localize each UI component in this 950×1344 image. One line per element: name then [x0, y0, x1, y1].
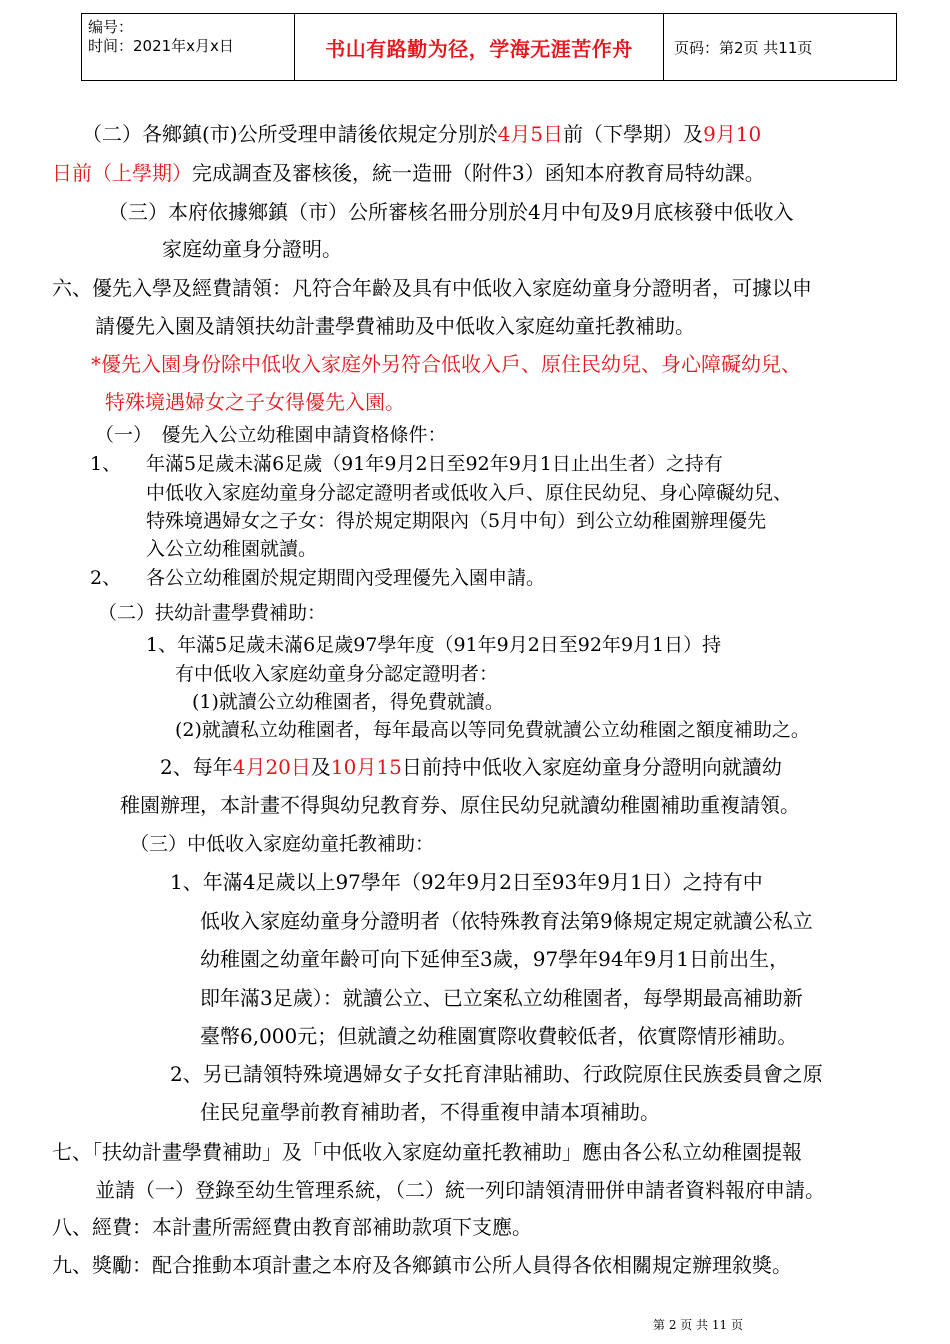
paragraph-line: （三）本府依據鄉鎮（市）公所審核名冊分別於4月中旬及9月底核發中低收入: [108, 200, 794, 224]
subsection-heading: （三）中低收入家庭幼童托教補助：: [130, 833, 435, 855]
paragraph-line: 各公立幼稚園於規定期間內受理優先入園申請。: [146, 567, 546, 589]
text-run: 及: [310, 755, 331, 779]
highlight-date: 4月5日: [497, 122, 564, 146]
list-number: 2、: [90, 567, 122, 589]
header-meta: [82, 14, 295, 80]
paragraph-line: 即年滿3足歲）：就讀公立、已立案私立幼稚園者，每學期最高補助新: [200, 986, 803, 1010]
text-run: 日前持中低收入家庭幼童身分證明向就讀幼: [401, 755, 782, 779]
text-run: 2、每年: [160, 755, 233, 779]
paragraph-line: 入公立幼稚園就讀。: [146, 538, 318, 560]
highlight-date: 9月10: [703, 122, 762, 146]
paragraph-line: [52, 161, 765, 185]
paragraph-line: 2、另已請領特殊境遇婦女子女托育津貼補助、行政院原住民族委員會之原: [170, 1062, 823, 1086]
paragraph-line: 幼稚園之幼童年齡可向下延伸至3歲，97學年94年9月1日前出生，: [200, 947, 790, 971]
paragraph-line: (1)就讀公立幼稚園者，得免費就讀。: [192, 691, 504, 713]
paragraph-line: [160, 755, 782, 779]
paragraph-line: 稚園辦理，本計畫不得與幼兒教育券、原住民幼兒就讀幼稚園補助重複請領。: [120, 793, 800, 817]
page-footer: 第 2 页 共 11 页: [653, 1318, 743, 1332]
highlight-date: 10月15: [330, 755, 402, 779]
list-number: 1、: [90, 453, 122, 475]
header-time: 时间：2021年x月x日: [88, 37, 234, 55]
section-heading: 八、經費：本計畫所需經費由教育部補助款項下支應。: [52, 1215, 532, 1239]
section-heading: 九、獎勵：配合推動本項計畫之本府及各鄉鎮市公所人員得各依相關規定辦理敘獎。: [52, 1253, 792, 1277]
paragraph-line: 並請（一）登錄至幼生管理系統，（二）統一列印請領清冊併申請者資料報府申請。: [95, 1178, 825, 1202]
paragraph-line: 年滿5足歲未滿6足歲（91年9月2日至92年9月1日止出生者）之持有: [146, 453, 723, 475]
text-run: 完成調查及審核後，統一造冊（附件3）函知本府教育局特幼課。: [192, 161, 765, 185]
highlight-note: *優先入園身份除中低收入家庭外另符合低收入戶、原住民幼兒、身心障礙幼兒、: [91, 352, 801, 376]
paragraph-line: 臺幣6,000元；但就讀之幼稚園實際收費較低者，依實際情形補助。: [200, 1024, 798, 1048]
text-run: 前（下學期）及: [563, 122, 704, 146]
section-heading: 六、優先入學及經費請領：凡符合年齡及具有中低收入家庭幼童身分證明者，可據以申: [52, 276, 812, 300]
paragraph-line: 1、年滿4足歲以上97學年（92年9月2日至93年9月1日）之持有中: [170, 870, 763, 894]
paragraph-line: 低收入家庭幼童身分證明者（依特殊教育法第9條規定規定就讀公私立: [200, 909, 813, 933]
header-page-number: 页码：第2页 共11页: [674, 38, 813, 57]
paragraph-line: [82, 122, 761, 146]
highlight-date: 4月20日: [232, 755, 311, 779]
paragraph-line: 請優先入園及請領扶幼計畫學費補助及中低收入家庭幼童托教補助。: [95, 314, 695, 338]
highlight-date: 日前（上學期）: [52, 161, 192, 185]
paragraph-line: 住民兒童學前教育補助者，不得重複申請本項補助。: [200, 1100, 660, 1124]
section-heading: 七、「扶幼計畫學費補助」及「中低收入家庭幼童托教補助」應由各公私立幼稚園提報: [52, 1140, 802, 1164]
page-header: [81, 13, 897, 81]
paragraph-line: 特殊境遇婦女之子女：得於規定期限內（5月中旬）到公立幼稚園辦理優先: [146, 510, 767, 532]
paragraph-line: 家庭幼童身分證明。: [162, 237, 342, 261]
paragraph-line: 中低收入家庭幼童身分認定證明者或低收入戶、原住民幼兒、身心障礙幼兒、: [146, 482, 793, 504]
header-motto: 书山有路勤为径，学海无涯苦作舟: [295, 14, 664, 80]
paragraph-line: 1、年滿5足歲未滿6足歲97學年度（91年9月2日至92年9月1日）持: [146, 634, 722, 656]
highlight-note: 特殊境遇婦女之子女得優先入園。: [105, 390, 405, 414]
paragraph-line: 有中低收入家庭幼童身分認定證明者：: [175, 663, 499, 685]
subsection-heading: （一） 優先入公立幼稚園申請資格條件：: [95, 424, 447, 446]
text-run: （二）各鄉鎮(市)公所受理申請後依規定分別於: [82, 122, 498, 146]
subsection-heading: （二）扶幼計畫學費補助：: [98, 602, 327, 624]
paragraph-line: (2)就讀私立幼稚園者，每年最高以等同免費就讀公立幼稚園之額度補助之。: [175, 719, 810, 741]
header-number: 编号：: [88, 18, 134, 36]
